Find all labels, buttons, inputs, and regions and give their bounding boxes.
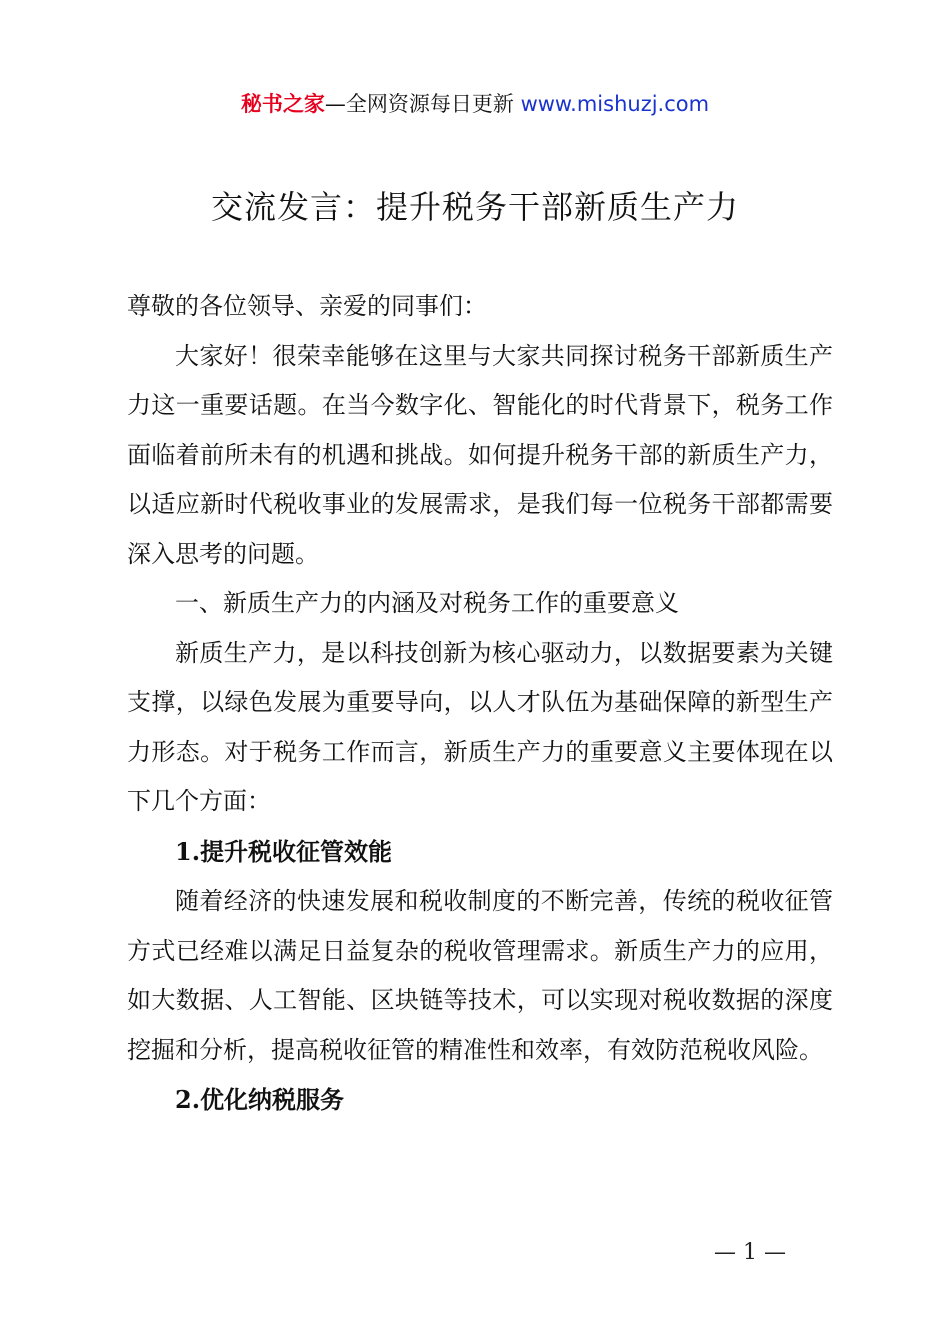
subheading-1 xyxy=(127,827,833,878)
document-body xyxy=(127,282,833,1126)
subheading-2-title: 优化纳税服务 xyxy=(200,1086,345,1114)
subheading-2-number: 2. xyxy=(175,1085,201,1114)
subheading-1-number: 1. xyxy=(175,836,201,866)
section-paragraph: 新质生产力，是以科技创新为核心驱动力，以数据要素为关键支撑，以绿色发展为重要导向，以人才队伍为基础保障的新型生产力形态。对于税务工作而言，新质生产力的重要意义主要体现在以下几个方面： xyxy=(127,638,833,815)
intro-paragraph: 大家好！很荣幸能够在这里与大家共同探讨税务干部新质生产力这一重要话题。在当今数字化、智能化的时代背景下，税务工作面临着前所未有的机遇和挑战。如何提升税务干部的新质生产力，以适应新时代税收事业的发展需求，是我们每一位税务干部都需要深入思考的问题。 xyxy=(127,341,833,568)
page-number: — 1 — xyxy=(714,1240,786,1265)
site-url-link[interactable]: www.mishuzj.com xyxy=(520,92,710,116)
document-title: 交流发言：提升税务干部新质生产力 xyxy=(210,188,739,226)
subheading-1-title: 提升税收征管效能 xyxy=(200,837,393,866)
salutation: 尊敬的各位领导、亲爱的同事们： xyxy=(127,292,487,320)
section-heading: 一、新质生产力的内涵及对税务工作的重要意义 xyxy=(175,589,679,617)
subheading-2 xyxy=(127,1075,833,1126)
brand-name: 秘书之家 xyxy=(240,92,325,116)
site-header xyxy=(0,88,950,120)
subheading-1-paragraph: 随着经济的快速发展和税收制度的不断完善，传统的税收征管方式已经难以满足日益复杂的税收管理需求。新质生产力的应用，如大数据、人工智能、区块链等技术，可以实现对税收数据的深度挖掘和分析，提高税收征管的精准性和效率，有效防范税收风险。 xyxy=(127,887,833,1064)
header-tagline: —全网资源每日更新 xyxy=(324,92,514,116)
